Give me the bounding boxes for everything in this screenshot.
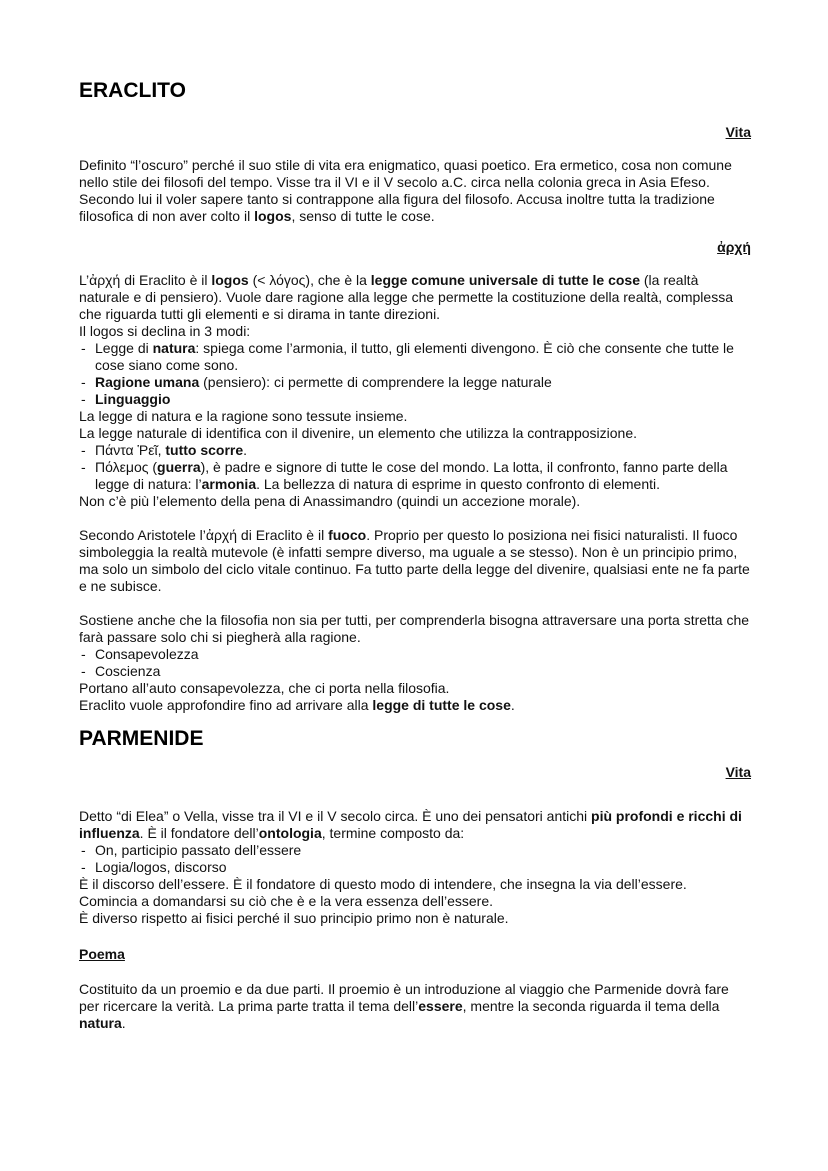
list-item: - Linguaggio [79, 391, 751, 408]
paragraph: L’ἀρχή di Eraclito è il logos (< λόγος), che è la legge comune universale di tutte le cose (la realtà naturale e di pensiero). Vuole dare ragione alla legge che permette la costituzione della realtà, complessa che riguarda tutti gli elementi e si dirama in tante direzioni. [79, 272, 733, 322]
list-item: - Ragione umana (pensiero): ci permette di comprendere la legge naturale [79, 374, 751, 391]
list-item: - Coscienza [79, 663, 751, 680]
modi-list [79, 340, 751, 408]
list-item: - Πόλεμος (guerra), è padre e signore di tutte le cose del mondo. La lotta, il confronto, fanno parte della legge di natura: l’armonia. La bellezza di natura di esprime in questo confronto di elementi. [79, 459, 751, 493]
section-title-parmenide: PARMENIDE [79, 727, 204, 750]
contrapposizione-list [79, 442, 751, 493]
subheading-vita: Vita [725, 764, 751, 780]
paragraph: La legge naturale di identifica con il divenire, un elemento che utilizza la contrapposizione. [79, 425, 638, 441]
list-item: - Logia/logos, discorso [79, 859, 751, 876]
list-item: - On, participio passato dell’essere [79, 842, 751, 859]
paragraph: Eraclito vuole approfondire fino ad arrivare alla legge di tutte le cose. [79, 697, 515, 713]
paragraph: Non c’è più l’elemento della pena di Anassimandro (quindi un accezione morale). [79, 493, 581, 509]
list-item: - Legge di natura: spiega come l’armonia, il tutto, gli elementi divengono. È ciò che consente che tutte le cose siano come sono. [79, 340, 751, 374]
list-item: - Consapevolezza [79, 646, 751, 663]
subheading-poema: Poema [79, 946, 125, 962]
ontologia-list [79, 842, 751, 876]
paragraph: Sostiene anche che la filosofia non sia per tutti, per comprenderla bisogna attraversare una porta stretta che farà passare solo chi si piegherà alla ragione. [79, 612, 750, 645]
document-page [79, 78, 751, 1032]
section-title-eraclito: ERACLITO [79, 79, 186, 102]
paragraph: È diverso rispetto ai fisici perché il suo principio primo non è naturale. [79, 910, 509, 926]
paragraph: Definito “l’oscuro” perché il suo stile di vita era enigmatico, quasi poetico. Era ermetico, cosa non comune nello stile dei filosofi del tempo. Visse tra il VI e il V secolo a.C. circa nella colonia greca in Asia Efeso. Secondo lui il voler sapere tanto si contrappone alla figura del filosofo. Accusa inoltre tutta la tradizione filosofica di non aver colto il logos, senso di tutte le cose. [79, 157, 732, 224]
paragraph: Il logos si declina in 3 modi: [79, 323, 251, 339]
paragraph: Detto “di Elea” o Vella, visse tra il VI e il V secolo circa. È uno dei pensatori antichi più profondi e ricchi di influenza. È il fondatore dell’ontologia, termine composto da: [79, 808, 742, 841]
paragraph: Comincia a domandarsi su ciò che è e la vera essenza dell’essere. [79, 893, 493, 909]
paragraph: La legge di natura e la ragione sono tessute insieme. [79, 408, 408, 424]
list-item: - Πάντα Ῥεῖ, tutto scorre. [79, 442, 751, 459]
subheading-vita: Vita [725, 124, 751, 140]
consapevolezza-list [79, 646, 751, 680]
paragraph: Costituito da un proemio e da due parti. Il proemio è un introduzione al viaggio che Parmenide dovrà fare per ricercare la verità. La prima parte tratta il tema dell’essere, mentre la seconda riguarda il tema della natura. [79, 981, 729, 1031]
paragraph: Secondo Aristotele l’ἀρχή di Eraclito è il fuoco. Proprio per questo lo posiziona nei fisici naturalisti. Il fuoco simboleggia la realtà mutevole (è infatti sempre diverso, ma uguale a se stesso). Non è un principio primo, ma solo un simbolo del ciclo vitale continuo. Fa tutto parte della legge del divenire, qualsiasi ente ne fa parte e ne subisce. [79, 527, 750, 594]
subheading-arche: ἀρχή [717, 239, 751, 255]
paragraph: È il discorso dell’essere. È il fondatore di questo modo di intendere, che insegna la via dell’essere. [79, 876, 687, 892]
paragraph: Portano all’auto consapevolezza, che ci porta nella filosofia. [79, 680, 450, 696]
